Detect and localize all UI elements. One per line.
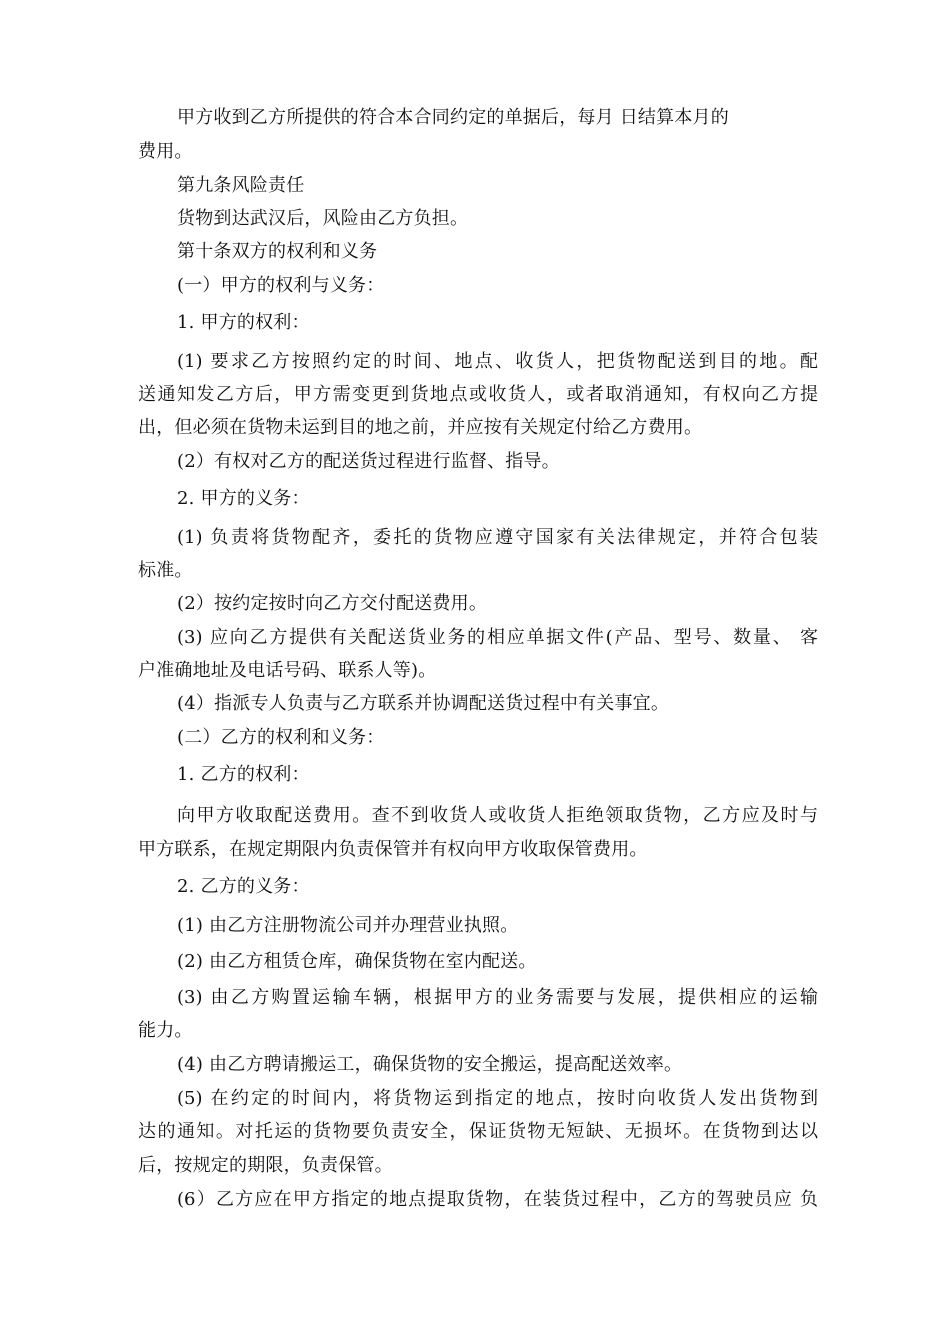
list-heading: 2. 甲方的义务：	[177, 488, 310, 509]
paragraph-line: (3) 应向乙方提供有关配送货业务的相应单据文件(产品、型号、数量、 客	[177, 627, 818, 648]
paragraph-line: (4) 由乙方聘请搬运工，确保货物的安全搬运，提高配送效率。	[177, 1054, 683, 1075]
section-heading: 第九条风险责任	[177, 175, 305, 196]
paragraph-line: (6）乙方应在甲方指定的地点提取货物，在装货过程中，乙方的驾驶员应 负	[177, 1189, 818, 1210]
paragraph-line: 甲方联系，在规定期限内负责保管并有权向甲方收取保管费用。	[138, 839, 648, 860]
paragraph-line: 户准确地址及电话号码、联系人等)。	[138, 660, 437, 681]
paragraph-line: 后，按规定的期限，负责保管。	[138, 1155, 393, 1176]
paragraph-line: (2）按约定按时向乙方交付配送费用。	[177, 593, 488, 614]
paragraph-line: 送通知发乙方后，甲方需变更到货地点或收货人，或者取消通知，有权向乙方提	[138, 384, 818, 405]
subsection-heading: (二）乙方的权利和义务：	[177, 727, 385, 748]
paragraph-line: 货物到达武汉后，风险由乙方负担。	[177, 208, 469, 229]
paragraph-line: 达的通知。对托运的货物要负责安全，保证货物无短缺、无损坏。在货物到达以	[138, 1121, 818, 1142]
paragraph-line: 向甲方收取配送费用。查不到收货人或收货人拒绝领取货物，乙方应及时与	[177, 805, 818, 826]
paragraph-line: 甲方收到乙方所提供的符合本合同约定的单据后，每月 日结算本月的	[177, 107, 729, 128]
paragraph-line: 出，但必须在货物未运到目的地之前，并应按有关规定付给乙方费用。	[138, 417, 703, 438]
paragraph-line: (4）指派专人负责与乙方联系并协调配送货过程中有关事宜。	[177, 693, 670, 714]
section-heading: 第十条双方的权利和义务	[177, 241, 378, 262]
paragraph-line: (2) 由乙方租赁仓库，确保货物在室内配送。	[177, 951, 537, 972]
list-heading: 2. 乙方的义务：	[177, 876, 310, 897]
subsection-heading: (一）甲方的权利与义务：	[177, 275, 385, 296]
paragraph-line: (2）有权对乙方的配送货过程进行监督、指导。	[177, 451, 560, 472]
paragraph-line: (1) 由乙方注册物流公司并办理营业执照。	[177, 915, 519, 936]
paragraph-line: (1) 负责将货物配齐，委托的货物应遵守国家有关法律规定，并符合包装	[177, 527, 818, 548]
list-heading: 1. 乙方的权利：	[177, 764, 310, 785]
paragraph-line: 能力。	[138, 1020, 193, 1041]
paragraph-line: (3) 由乙方购置运输车辆，根据甲方的业务需要与发展，提供相应的运输	[177, 987, 818, 1008]
paragraph-line: 费用。	[138, 141, 193, 162]
list-heading: 1. 甲方的权利：	[177, 312, 310, 333]
paragraph-line: 标准。	[138, 560, 193, 581]
paragraph-line: (1) 要求乙方按照约定的时间、地点、收货人，把货物配送到目的地。配	[177, 351, 818, 372]
paragraph-line: (5) 在约定的时间内，将货物运到指定的地点，按时向收货人发出货物到	[177, 1088, 818, 1109]
